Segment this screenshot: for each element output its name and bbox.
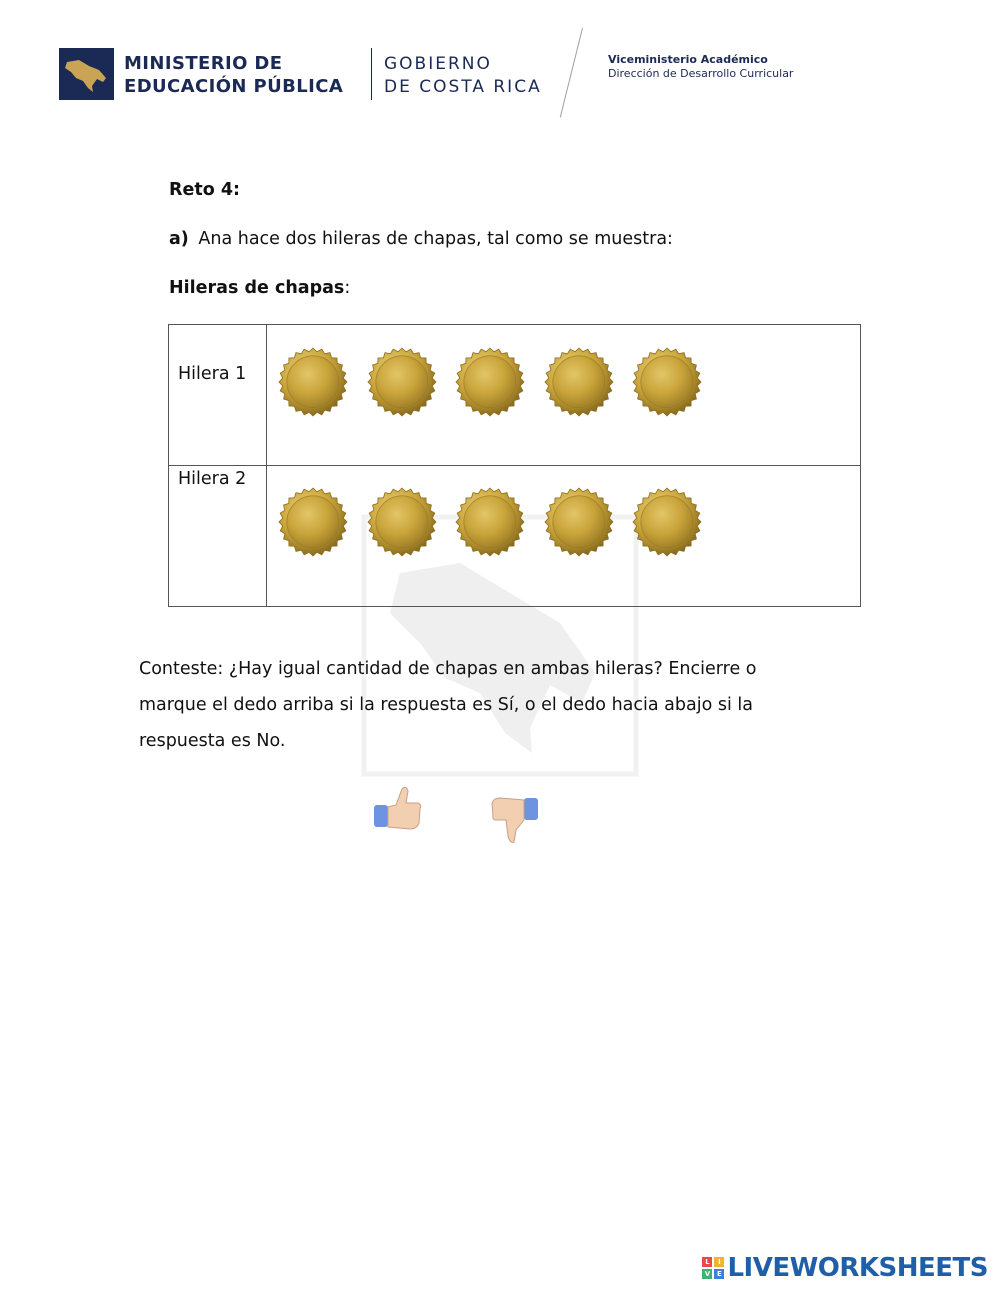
ministry-line2: EDUCACIÓN PÚBLICA (124, 76, 344, 97)
bottle-cap-icon (544, 487, 614, 557)
bottle-cap-icon (278, 487, 348, 557)
challenge-title: Reto 4: (169, 180, 240, 200)
ministry-line1: MINISTERIO DE (124, 53, 283, 74)
costa-rica-map-icon (59, 48, 114, 100)
liveworksheets-text: LIVEWORKSHEETS (727, 1253, 988, 1283)
subtitle (169, 278, 350, 298)
bottle-cap-icon (632, 487, 702, 557)
bottle-cap-icon (367, 347, 437, 417)
bottle-cap-icon (367, 487, 437, 557)
subtitle-colon: : (344, 278, 351, 298)
question-line-2: marque el dedo arriba si la respuesta es Sí, o el dedo hacia abajo si la (139, 695, 753, 715)
lw-letter-l: L (702, 1257, 712, 1267)
viceministry-block (608, 53, 793, 81)
viceministry-title: Viceministerio Académico (608, 53, 768, 66)
bottle-cap-icon (278, 347, 348, 417)
lw-letter-e: E (714, 1269, 724, 1279)
bottle-cap-icon (455, 347, 525, 417)
bottle-cap-icon (544, 347, 614, 417)
item-a-label: a) (169, 229, 189, 249)
government-line2: DE COSTA RICA (384, 77, 542, 97)
item-a-text: Ana hace dos hileras de chapas, tal como se muestra: (198, 229, 673, 249)
government-line1: GOBIERNO (384, 54, 492, 74)
question-line-3: respuesta es No. (139, 731, 286, 751)
caps-table (168, 324, 861, 607)
subtitle-text: Hileras de chapas (169, 278, 345, 298)
row-label-1: Hilera 1 (178, 364, 247, 384)
government-name (384, 53, 542, 99)
lw-letter-v: V (702, 1269, 712, 1279)
liveworksheets-grid-icon (702, 1257, 724, 1279)
bottle-cap-icon (632, 347, 702, 417)
thumbs-down-icon[interactable] (490, 790, 542, 852)
thumbs-up-icon[interactable] (372, 783, 424, 845)
table-row-divider (169, 465, 860, 466)
header-divider (371, 48, 372, 100)
header-slash-divider (560, 28, 583, 118)
lw-letter-i: I (714, 1257, 724, 1267)
ministry-name (124, 52, 369, 98)
question-line-1: Conteste: ¿Hay igual cantidad de chapas en ambas hileras? Encierre o (139, 659, 757, 679)
curriculum-direction: Dirección de Desarrollo Curricular (608, 67, 794, 80)
bottle-cap-icon (455, 487, 525, 557)
row-label-2: Hilera 2 (178, 469, 247, 489)
mep-logo (59, 48, 114, 100)
liveworksheets-logo (702, 1252, 988, 1284)
item-a (169, 229, 673, 249)
